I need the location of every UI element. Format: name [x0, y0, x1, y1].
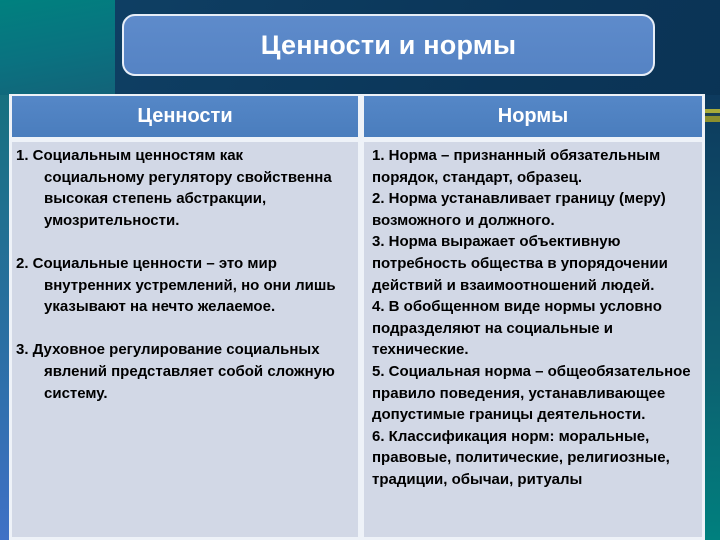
list-item: 3. Норма выражает объективную потребность общества в упорядочении действий и взаимоотношений людей. [372, 233, 668, 294]
list-item: 3. Духовное регулирование социальных явлений представляет собой сложную систему. [16, 341, 335, 402]
header-cell-values [12, 96, 358, 137]
column-header-label: Ценности [137, 105, 233, 127]
header-cell-norms [364, 96, 702, 137]
page-title: Ценности и нормы [260, 29, 517, 60]
norms-cell [364, 142, 702, 537]
list-item: 1. Социальным ценностям как социальному регулятору свойственна высокая степень абстракции, умозрительности. [16, 147, 332, 229]
list-item: 2. Социальные ценности – это мир внутренних устремлений, но они лишь указывают на нечто желаемое. [16, 254, 336, 316]
list-item: 5. Социальная норма – общеобязательное правило поведения, устанавливающее допустимые границы деятельности. [372, 362, 691, 424]
list-item: 2. Норма устанавливает границу (меру) возможного и должного. [372, 190, 666, 229]
list-item: 6. Классификация норм: моральные, правовые, политические, религиозные, традиции, обычаи, ритуалы [372, 427, 670, 488]
values-cell [12, 142, 358, 537]
teal-corner-block [0, 0, 115, 95]
title-banner [122, 14, 655, 76]
comparison-table [9, 94, 705, 540]
column-header-label: Нормы [497, 105, 569, 127]
left-edge-stripe [0, 95, 9, 540]
olive-accent-stripe [705, 109, 720, 122]
list-item: 1. Норма – признанный обязательным порядок, стандарт, образец. [372, 147, 661, 186]
right-edge-stripe [705, 95, 720, 540]
list-item: 4. В обобщенном виде нормы условно подразделяют на социальные и технические. [372, 298, 662, 359]
